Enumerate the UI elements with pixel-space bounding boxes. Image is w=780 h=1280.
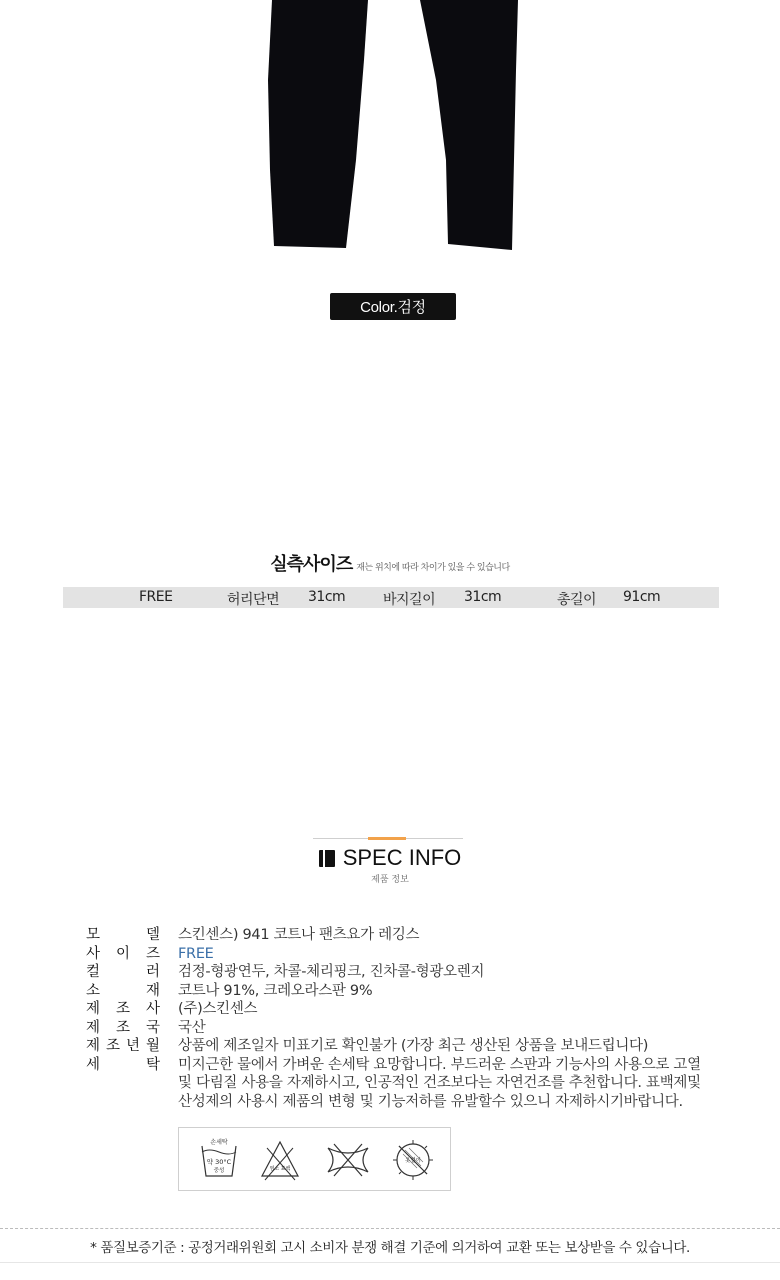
size-cell-length-label: 바지길이 bbox=[383, 592, 436, 608]
spec-value: 미지근한 물에서 가벼운 손세탁 요망합니다. 부드러운 스판과 기능사의 사용으로 고열 및 다림질 사용을 자제하시고, 인공적인 건조보다는 자연건조를 추천합니다. 표백제및 산성제의 사용시 제품의 변형 및 기능저하를 유발할수 있으니 자제하시기바랍니다. bbox=[178, 1056, 701, 1110]
spec-row-material bbox=[86, 982, 726, 1001]
book-icon bbox=[319, 850, 335, 867]
svg-text:중성: 중성 bbox=[213, 1168, 225, 1174]
spec-value: 스킨센스) 941 코트나 팬츠요가 레깅스 bbox=[178, 927, 420, 943]
svg-text:옷걸이: 옷걸이 bbox=[405, 1158, 421, 1164]
spec-value: 코트나 91%, 크레오라스판 9% bbox=[178, 982, 373, 999]
no-bleach-icon bbox=[259, 1138, 301, 1182]
spec-key: 사 이 즈 bbox=[86, 945, 160, 962]
spec-key: 컬 러 bbox=[86, 964, 160, 980]
size-cell-length-value: 31cm bbox=[464, 589, 502, 605]
spec-key: 제 조 사 bbox=[86, 1001, 160, 1017]
spec-accent-bar bbox=[368, 837, 406, 840]
hand-wash-icon bbox=[199, 1138, 239, 1182]
quality-guarantee-notice: * 품질보증기준 : 공정거래위원회 고시 소비자 분쟁 해결 기준에 의거하여 교환 또는 보상받을 수 있습니다. bbox=[90, 1240, 690, 1256]
svg-text:약 30°C: 약 30°C bbox=[206, 1158, 232, 1166]
spec-value: 국산 bbox=[178, 1019, 206, 1036]
size-section-title bbox=[0, 550, 780, 576]
spec-table bbox=[86, 926, 726, 1111]
no-wring-icon bbox=[324, 1138, 372, 1182]
size-cell-waist-value: 31cm bbox=[308, 589, 346, 605]
spec-value: FREE bbox=[178, 945, 214, 962]
size-title: 실측사이즈 bbox=[270, 554, 353, 575]
svg-text:염소 표백: 염소 표백 bbox=[269, 1166, 291, 1172]
spec-key: 소 재 bbox=[86, 982, 160, 999]
spec-value: (주)스킨센스 bbox=[178, 1001, 258, 1017]
spec-title: SPEC INFO bbox=[342, 845, 462, 870]
size-cell-free: FREE bbox=[139, 589, 173, 605]
spec-key: 세 탁 bbox=[86, 1056, 160, 1073]
size-note: 재는 위치에 따라 차이가 있을 수 있습니다 bbox=[356, 563, 510, 573]
size-cell-total-value: 91cm bbox=[623, 589, 661, 605]
spec-key: 제 조 년 월 bbox=[86, 1038, 160, 1054]
spec-value: 검정-형광연두, 차콜-체리핑크, 진차콜-형광오렌지 bbox=[178, 964, 485, 980]
spec-row-washing bbox=[86, 1056, 726, 1112]
leggings-product-image bbox=[260, 0, 530, 255]
color-badge: Color.검정 bbox=[330, 293, 456, 320]
size-cell-waist-label: 허리단면 bbox=[227, 592, 280, 608]
spec-row-size bbox=[86, 945, 726, 964]
spec-row-manufacturer bbox=[86, 1000, 726, 1019]
spec-row-color bbox=[86, 963, 726, 982]
spec-row-country bbox=[86, 1019, 726, 1038]
spec-key: 모 델 bbox=[86, 927, 160, 943]
spec-row-date bbox=[86, 1037, 726, 1056]
spec-row-model bbox=[86, 926, 726, 945]
spec-subtitle: 제품 정보 bbox=[371, 875, 409, 885]
footer-bottom-line bbox=[0, 1262, 780, 1263]
size-table-row bbox=[63, 587, 719, 608]
washing-icons-box bbox=[178, 1127, 451, 1191]
spec-key: 제 조 국 bbox=[86, 1019, 160, 1036]
footer-divider bbox=[0, 1228, 780, 1229]
size-cell-total-label: 총길이 bbox=[557, 592, 597, 608]
spec-header bbox=[0, 845, 780, 871]
no-tumble-dry-icon bbox=[391, 1138, 435, 1182]
svg-text:손세탁: 손세탁 bbox=[210, 1139, 228, 1146]
spec-value: 상품에 제조일자 미표기로 확인불가 (가장 최근 생산된 상품을 보내드립니다) bbox=[178, 1038, 649, 1054]
